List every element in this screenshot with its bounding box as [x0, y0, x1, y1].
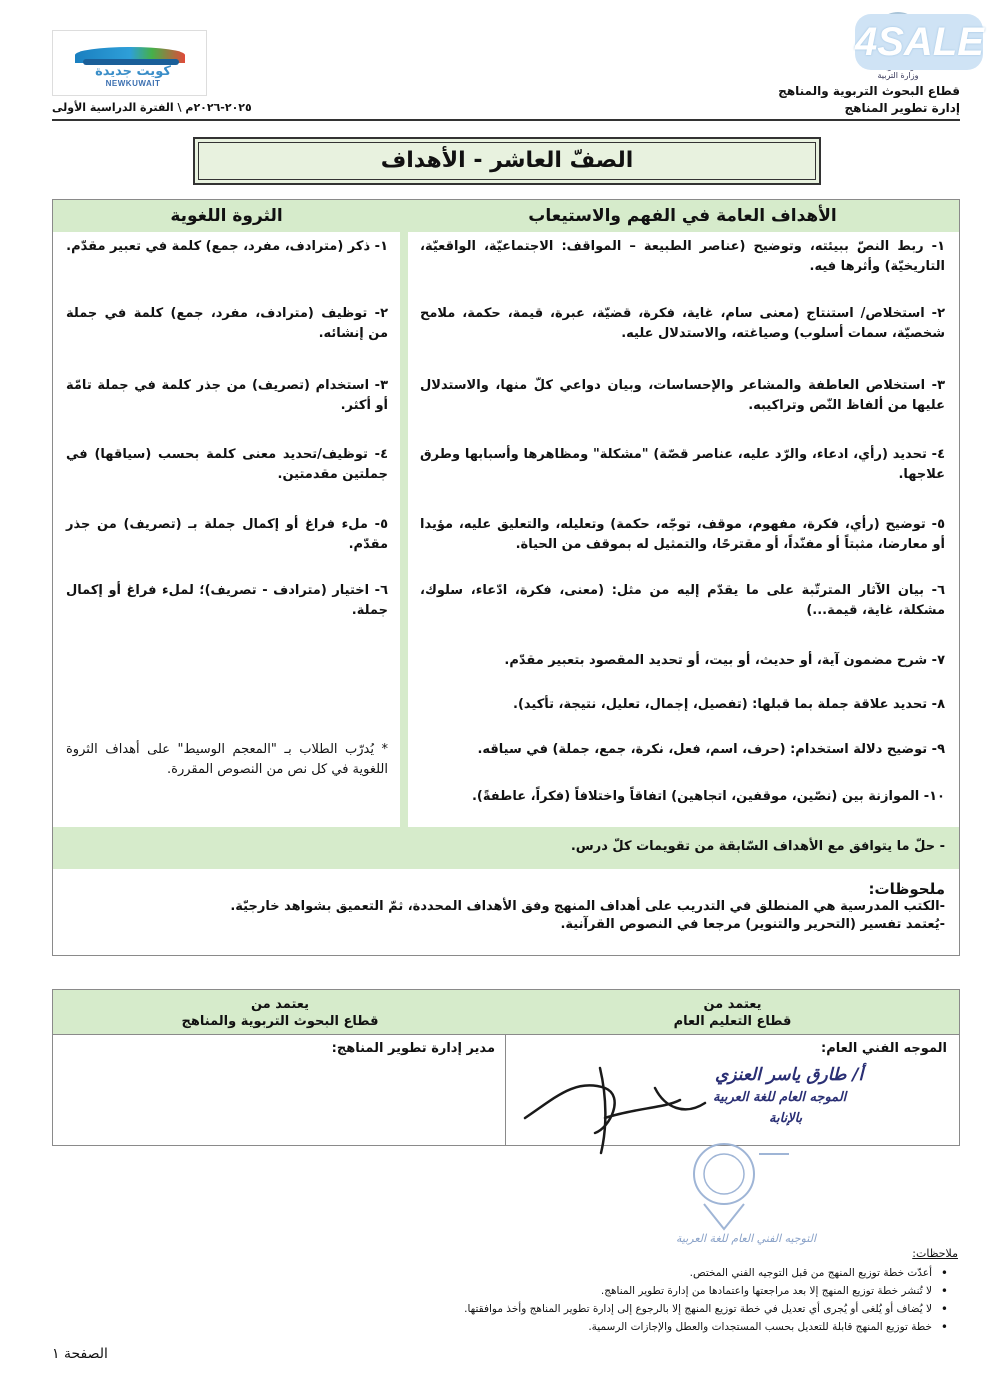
approval-sector: قطاع التعليم العام	[673, 1014, 792, 1029]
comprehension-objective: ٣- استخلاص العاطفة والمشاعر والإحساسات، وبيان دواعي كلّ منها، والاستدلال عليها من ألفاظ النّص وتراكيبه.	[420, 378, 945, 413]
comprehension-objective: ٢- استخلاص/ استنتاج (معنى سام، غاية، فكرة، قضيّة، عبرة، قيمة، حكمة، ملامح شخصيّة، سمات أسلوب) وصياغته، والاستدلال عليه.	[420, 306, 945, 341]
vocabulary-objective: ٢- توظيف (مترادف، مفرد، جمع) كلمة في جملة من إنشائه.	[66, 306, 388, 341]
approval-header	[506, 990, 959, 1035]
assessment-band: - حلّ ما يتوافق مع الأهداف السّابقة من تقويمات كلّ درس.	[53, 827, 959, 869]
approval-label: يعتمد من	[703, 997, 762, 1012]
logo-arabic-text: كويت جديدة	[95, 64, 171, 79]
comprehension-column	[406, 232, 959, 827]
logo-english-text: NEWKUWAIT	[105, 79, 161, 88]
comprehension-header: الأهداف العامة في الفهم والاستيعاب	[406, 200, 959, 232]
watermark-4sale: 4SALE	[855, 14, 983, 70]
footer-note: • لا تُنشر خطة توزيع المنهج إلا بعد مراجعتها واعتمادها من إدارة تطوير المناهج.	[228, 1282, 948, 1300]
vocabulary-objective: ١- ذكر (مترادف، مفرد، جمع) كلمة في تعبير مقدّم.	[66, 239, 388, 254]
comprehension-objective: ٤- تحديد (رأي، ادعاء، والرّد عليه، عناصر قصّة) "مشكلة" ومظاهرها وأسبابها وطرق علاجها.	[420, 447, 945, 482]
footer-notes-list	[228, 1264, 948, 1336]
comprehension-objective: ٧- شرح مضمون آية، أو حديث، أو بيت، أو تحديد المقصود بتعبير مقدّم.	[504, 653, 945, 668]
vocabulary-column	[53, 232, 400, 827]
approval-research-sector	[53, 990, 507, 1145]
vocabulary-objective: ٣- استخدام (تصريف) من جذر كلمة في جملة تامّة أو أكثر.	[66, 378, 388, 413]
ministry-line2: وزارة التربية	[877, 71, 919, 80]
notes-title: ملحوظات:	[868, 880, 945, 898]
note-item: -الكتب المدرسية هي المنطلق في التدريب على أهداف المنهج وفق الأهداف المحددة، ثمّ التعميق بشواهد خارجيّة.	[230, 899, 945, 914]
approval-label: يعتمد من	[250, 997, 310, 1012]
footer-note: • لا يُضاف أو يُلغى أو يُجرى أي تعديل في خطة توزيع المنهج إلا بالرجوع إلى إدارة تطوير المناهج وأخذ موافقتها.	[228, 1300, 948, 1318]
header-divider	[52, 119, 960, 121]
department-name: إدارة تطوير المناهج	[844, 101, 960, 115]
notes-section	[53, 869, 959, 955]
approval-sector: قطاع البحوث التربوية والمناهج	[181, 1014, 379, 1029]
signature-subtitle: بالإنابة	[769, 1111, 803, 1126]
approval-role: الموجه الفني العام:	[821, 1041, 947, 1056]
vocabulary-objective: ٦- اختيار (مترادف - تصريف)؛ لملء فراغ أو إكمال جملة.	[66, 583, 388, 618]
signature-name: أ/ طارق ياسر العنزي	[715, 1065, 864, 1085]
page-title: الصفّ العاشر - الأهداف	[193, 137, 821, 185]
footer-note: • خطة توزيع المنهج قابلة للتعديل بحسب المستجدات والعطل والإجازات الرسمية.	[228, 1318, 948, 1336]
vocabulary-objective: ٤- توظيف/تحديد معنى كلمة بحسب (سياقها) في جملتين مقدمتين.	[66, 447, 388, 482]
vocabulary-header: الثروة اللغوية	[53, 200, 400, 232]
footer-notes-title: ملاحظات:	[912, 1247, 958, 1260]
note-item: -يُعتمد تفسير (التحرير والتنوير) مرجعا في النصوص القرآنية.	[560, 917, 945, 932]
footer-note: • أعدّت خطة توزيع المنهج من قبل التوجيه الفني المختص.	[228, 1264, 948, 1282]
page-number: الصفحة ١	[52, 1346, 108, 1362]
signature-title: الموجه العام للغة العربية	[713, 1090, 847, 1105]
comprehension-objective: ٥- توضيح (رأي، فكرة، مفهوم، موقف، توجّه، حكمة) وتعليله، والتعليق عليه، مؤيدا أو معارضا، مثبتاً أو مفنّداً، أو مقترحًا، والتمثيل له بموقف من الحياة.	[420, 517, 945, 552]
approval-role: مدير إدارة تطوير المناهج:	[331, 1041, 495, 1056]
comprehension-objective: ٩- توضيح دلالة استخدام: (حرف، اسم، فعل، نكرة، جمع، جملة) في سياقه.	[477, 742, 945, 757]
comprehension-objective: ٨- تحديد علاقة جملة بما قبلها: (تفصيل، إجمال، تعليل، نتيجة، تأكيد).	[513, 697, 945, 712]
sector-name: قطاع البحوث التربوية والمناهج	[778, 84, 960, 98]
objectives-table	[52, 199, 960, 956]
new-kuwait-logo	[52, 30, 207, 96]
vocabulary-note: * يُدرّب الطلاب بـ "المعجم الوسيط" على أهداف الثروة اللغوية في كل نص من النصوص المقررة.	[66, 742, 388, 777]
official-stamp-icon	[664, 1134, 792, 1244]
vocabulary-objective: ٥- ملء فراغ أو إكمال جملة بـ (تصريف) من جذر مقدّم.	[66, 517, 388, 552]
stamp-text: التوجيه الفني العام للغة العربية	[676, 1232, 817, 1245]
comprehension-objective: ١٠- الموازنة بين (نصّين، موقفين، اتجاهين) اتفاقاً واختلافاً (فكراً، عاطفةً).	[471, 789, 945, 804]
comprehension-objective: ٦- بيان الآثار المترتّبة على ما يقدّم إليه من مثل: (معنى، فكرة، ادّعاء، سلوك، مشكلة، غاية، قيمة...)	[420, 583, 945, 618]
approval-header	[53, 990, 507, 1035]
study-period: ٢٠٢٥-٢٠٢٦م \ الفترة الدراسية الأولى	[52, 101, 252, 114]
comprehension-objective: ١- ربط النصّ ببيئته، وتوضيح (عناصر الطبيعة – المواقف: الاجتماعيّة، الواقعيّة، التاريخيّة) وأثرها فيه.	[420, 239, 945, 274]
